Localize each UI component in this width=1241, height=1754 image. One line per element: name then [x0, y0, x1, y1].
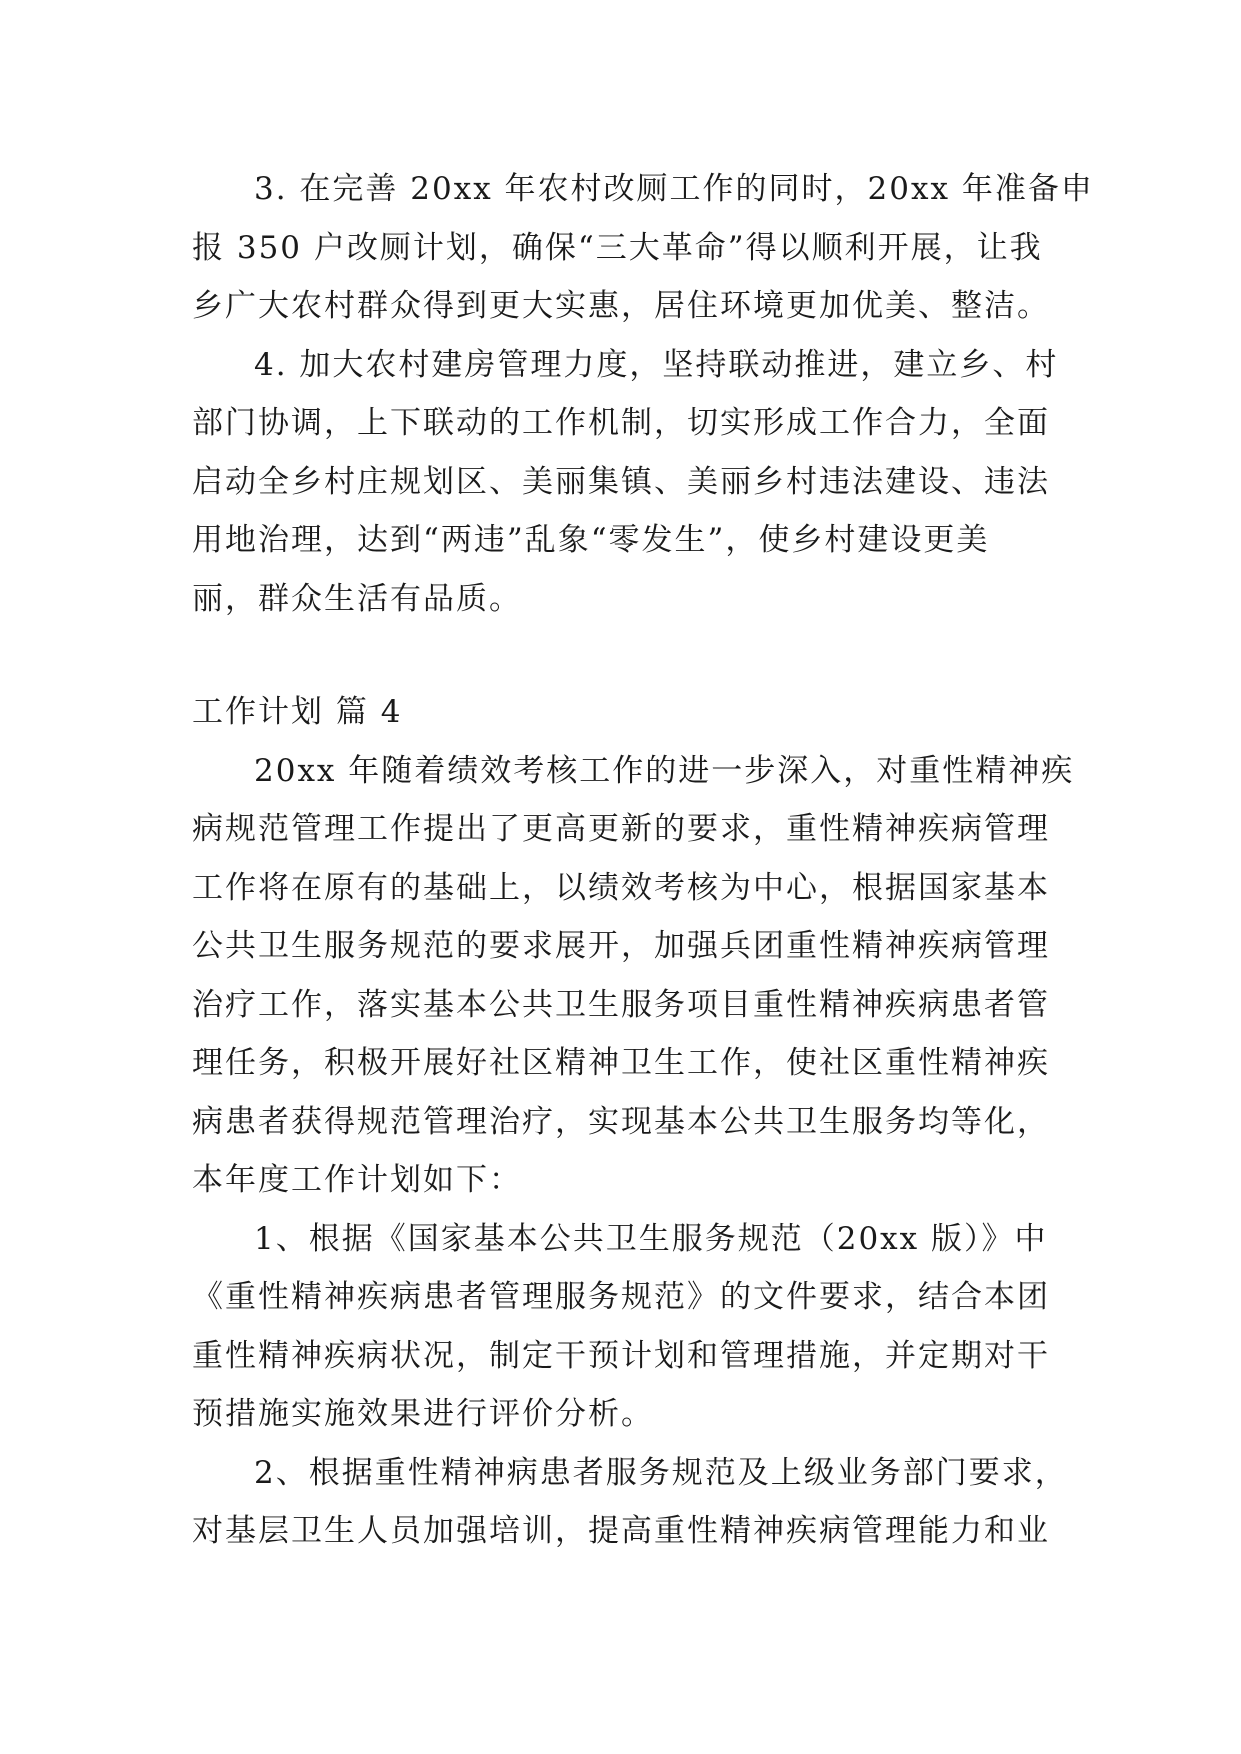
paragraph-line: 丽，群众生活有品质。: [192, 580, 522, 617]
paragraph-line: 预措施实施效果进行评价分析。: [192, 1396, 654, 1432]
paragraph-line: 治疗工作，落实基本公共卫生服务项目重性精神疾病患者管: [192, 986, 1050, 1023]
section-b: [192, 683, 1075, 1561]
paragraph-line: 《重性精神疾病患者管理服务规范》的文件要求，结合本团: [192, 1279, 1050, 1315]
paragraph-line: 4. 加大农村建房管理力度，坚持联动推进，建立乡、村: [254, 346, 1059, 383]
paragraph-line: 启动全乡村庄规划区、美丽集镇、美丽乡村违法建设、违法: [192, 463, 1050, 500]
paragraph-line: 用地治理，达到“两违”乱象“零发生”，使乡村建设更美: [192, 522, 990, 558]
paragraph-line: 2、根据重性精神病患者服务规范及上级业务部门要求，: [254, 1454, 1068, 1491]
section-spacer: [192, 628, 1060, 683]
section-heading: 工作计划 篇 4: [192, 694, 403, 730]
paragraph-line: 病规范管理工作提出了更高更新的要求，重性精神疾病管理: [192, 811, 1050, 847]
document-page: [192, 160, 1094, 1561]
paragraph-line: 重性精神疾病状况，制定干预计划和管理措施，并定期对干: [192, 1337, 1050, 1374]
paragraph-line: 对基层卫生人员加强培训，提高重性精神疾病管理能力和业: [192, 1513, 1050, 1549]
paragraph-line: 20xx 年随着绩效考核工作的进一步深入，对重性精神疾: [254, 752, 1075, 789]
section-a: [192, 160, 1094, 628]
paragraph-line: 1、根据《国家基本公共卫生服务规范（20xx 版）》中: [254, 1220, 1048, 1257]
paragraph-line: 报 350 户改厕计划，确保“三大革命”得以顺利开展，让我: [192, 229, 1043, 266]
paragraph-line: 部门协调，上下联动的工作机制，切实形成工作合力，全面: [192, 405, 1050, 441]
paragraph-line: 3. 在完善 20xx 年农村改厕工作的同时，20xx 年准备申: [254, 171, 1094, 207]
paragraph-line: 本年度工作计划如下：: [192, 1162, 522, 1198]
paragraph-line: 病患者获得规范管理治疗，实现基本公共卫生服务均等化，: [192, 1103, 1050, 1140]
paragraph-line: 乡广大农村群众得到更大实惠，居住环境更加优美、整洁。: [192, 288, 1050, 324]
paragraph-line: 理任务，积极开展好社区精神卫生工作，使社区重性精神疾: [192, 1045, 1050, 1081]
paragraph-line: 工作将在原有的基础上，以绩效考核为中心，根据国家基本: [192, 869, 1050, 906]
paragraph-line: 公共卫生服务规范的要求展开，加强兵团重性精神疾病管理: [192, 928, 1050, 964]
